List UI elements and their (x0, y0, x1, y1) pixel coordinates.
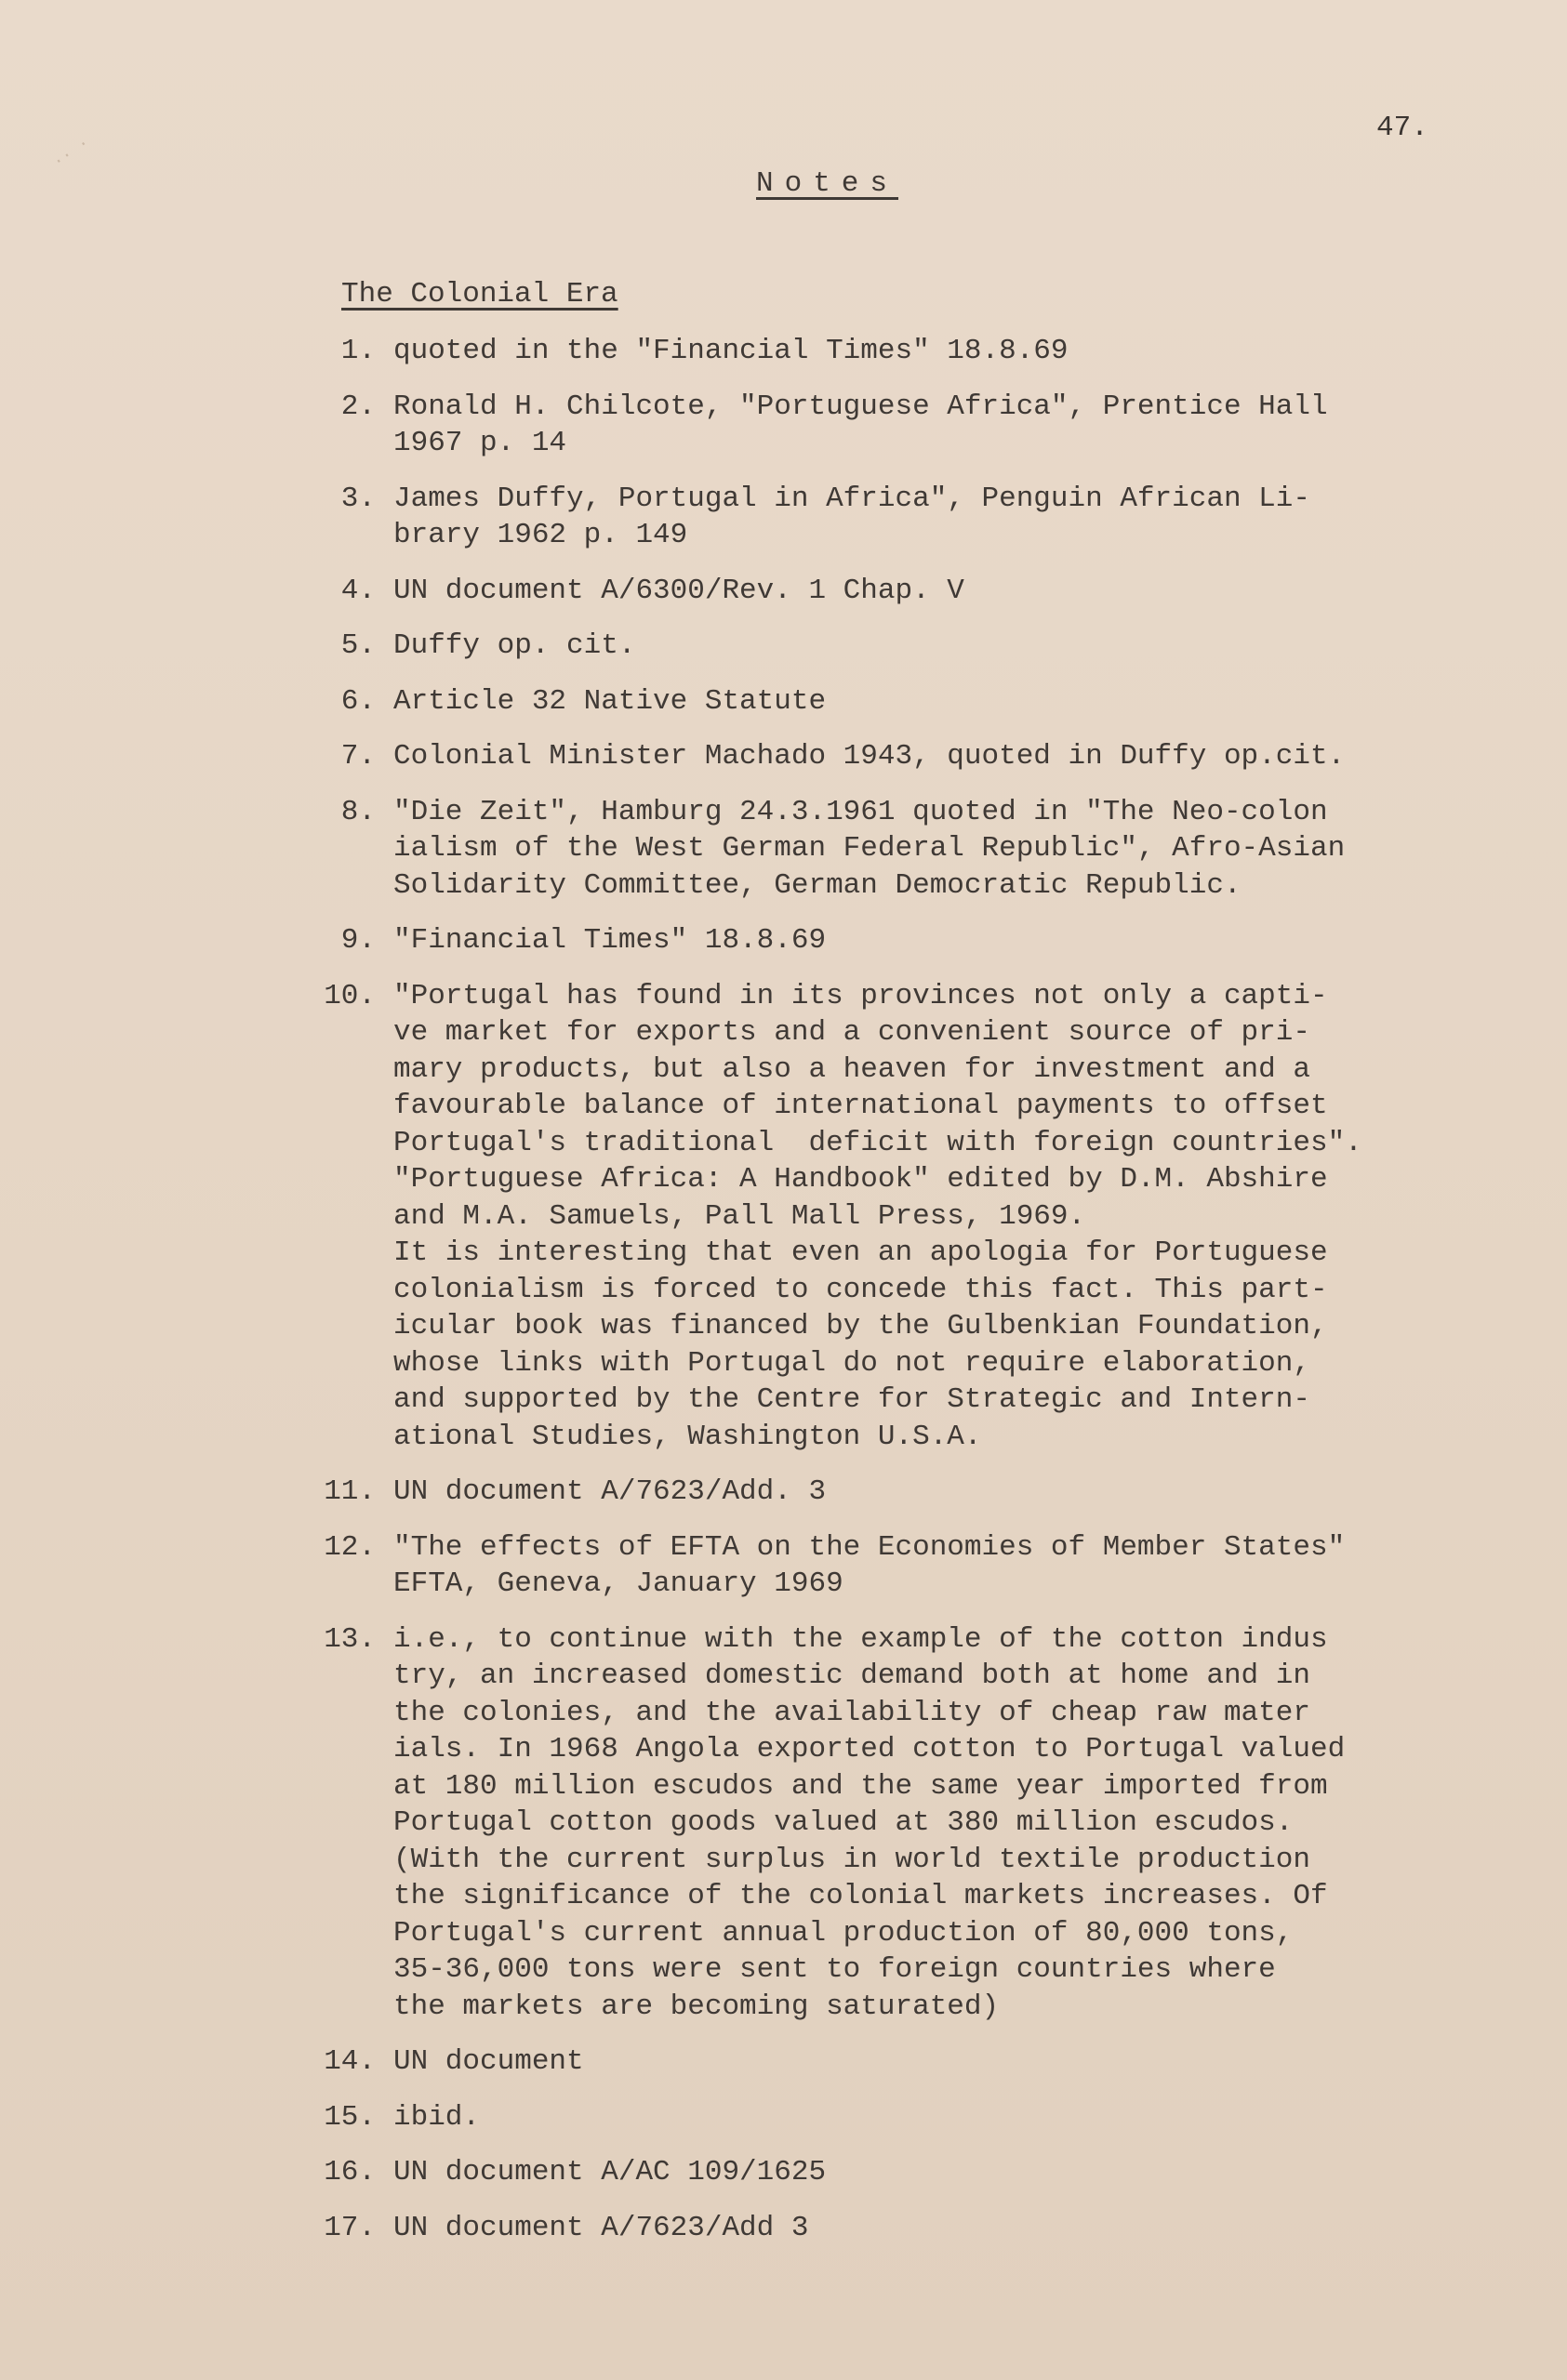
note-text-line: 35-36,000 tons were sent to foreign countries where (393, 1953, 1276, 1986)
note-number: 8. (340, 795, 376, 828)
note-text-line: ials. In 1968 Angola exported cotton to Portugal valued (393, 1733, 1346, 1765)
note-text-line: i.e., to continue with the example of the cotton indus (393, 1622, 1328, 1656)
note-text-line: EFTA, Geneva, January 1969 (393, 1567, 843, 1600)
note-number: 7. (340, 740, 376, 773)
note-text-line: ialism of the West German Federal Republic", Afro-Asian (393, 832, 1346, 865)
note-number: 15. (324, 2100, 376, 2134)
note-text-line: brary 1962 p. 149 (393, 519, 688, 551)
note-text-line: James Duffy, Portugal in Africa", Penguin African Li- (393, 482, 1310, 515)
note-text-line: 1967 p. 14 (393, 427, 567, 459)
note-text-line: the markets are becoming saturated) (393, 1990, 1000, 2023)
note-text-line: icular book was financed by the Gulbenkian Foundation, (393, 1310, 1328, 1342)
note-text-line: mary products, but also a heaven for investment and a (393, 1052, 1310, 1086)
page-number: 47. (1376, 112, 1428, 144)
note-text-line: try, an increased domestic demand both at home and in (393, 1659, 1310, 1692)
note-text-line: Article 32 Native Statute (393, 684, 827, 718)
note-text-line: quoted in the "Financial Times" 18.8.69 (393, 335, 1069, 367)
note-number: 1. (340, 335, 376, 367)
note-number: 4. (340, 574, 376, 607)
note-text-line: Solidarity Committee, German Democratic Republic. (393, 868, 1242, 902)
note-text-line: Colonial Minister Machado 1943, quoted in Duffy op.cit. (393, 740, 1346, 773)
page-heading: Notes (756, 167, 899, 200)
note-number: 10. (324, 979, 376, 1012)
note-text-line: the colonies, and the availability of cheap raw mater (393, 1696, 1310, 1729)
note-number: 6. (340, 684, 376, 718)
note-text-line: It is interesting that even an apologia for Portuguese (393, 1236, 1328, 1269)
note-text-line: ve market for exports and a convenient source of pri- (393, 1016, 1310, 1049)
note-text-line: UN document A/7623/Add 3 (393, 2211, 809, 2244)
section-title: The Colonial Era (341, 278, 618, 311)
paper-stain: ·· · (49, 134, 94, 173)
note-number: 3. (340, 482, 376, 515)
note-number: 14. (324, 2045, 376, 2078)
note-text-line: Portugal's traditional deficit with foreign countries". (393, 1126, 1362, 1159)
note-number: 5. (340, 629, 376, 662)
note-number: 16. (324, 2156, 376, 2188)
note-text-line: Portugal's current annual production of 80,000 tons, (393, 1916, 1294, 1950)
note-text-line: "The effects of EFTA on the Economies of Member States" (393, 1530, 1346, 1564)
note-text-line: Ronald H. Chilcote, "Portuguese Africa", Prentice Hall (393, 390, 1328, 423)
note-number: 11. (324, 1475, 376, 1508)
note-text-line: UN document (393, 2045, 584, 2078)
note-number: 12. (324, 1530, 376, 1564)
note-text-line: "Die Zeit", Hamburg 24.3.1961 quoted in "The Neo-colon (393, 795, 1328, 828)
note-number: 17. (324, 2211, 376, 2244)
note-text-line: Duffy op. cit. (393, 629, 636, 662)
note-text-line: Portugal cotton goods valued at 380 million escudos. (393, 1806, 1294, 1839)
note-text-line: "Portugal has found in its provinces not only a capti- (393, 979, 1328, 1012)
note-text-line: the significance of the colonial markets increases. Of (393, 1880, 1328, 1912)
note-number: 13. (324, 1622, 376, 1656)
note-text-line: UN document A/6300/Rev. 1 Chap. V (393, 574, 964, 607)
note-text-line: UN document A/7623/Add. 3 (393, 1475, 827, 1508)
note-text-line: and supported by the Centre for Strategic and Intern- (393, 1383, 1310, 1416)
note-text-line: UN document A/AC 109/1625 (393, 2156, 827, 2188)
note-text-line: at 180 million escudos and the same year imported from (393, 1769, 1328, 1803)
note-text-line: and M.A. Samuels, Pall Mall Press, 1969. (393, 1199, 1086, 1233)
note-text-line: ational Studies, Washington U.S.A. (393, 1420, 982, 1453)
note-text-line: ibid. (393, 2100, 481, 2134)
note-text-line: colonialism is forced to concede this fact. This part- (393, 1273, 1328, 1306)
note-text-line: "Financial Times" 18.8.69 (393, 924, 827, 957)
note-number: 2. (340, 390, 376, 423)
note-text-line: (With the current surplus in world textile production (393, 1843, 1310, 1876)
note-text-line: whose links with Portugal do not require elaboration, (393, 1346, 1310, 1380)
note-text-line: "Portuguese Africa: A Handbook" edited by D.M. Abshire (393, 1163, 1328, 1196)
note-number: 9. (340, 924, 376, 957)
note-text-line: favourable balance of international payments to offset (393, 1090, 1328, 1122)
